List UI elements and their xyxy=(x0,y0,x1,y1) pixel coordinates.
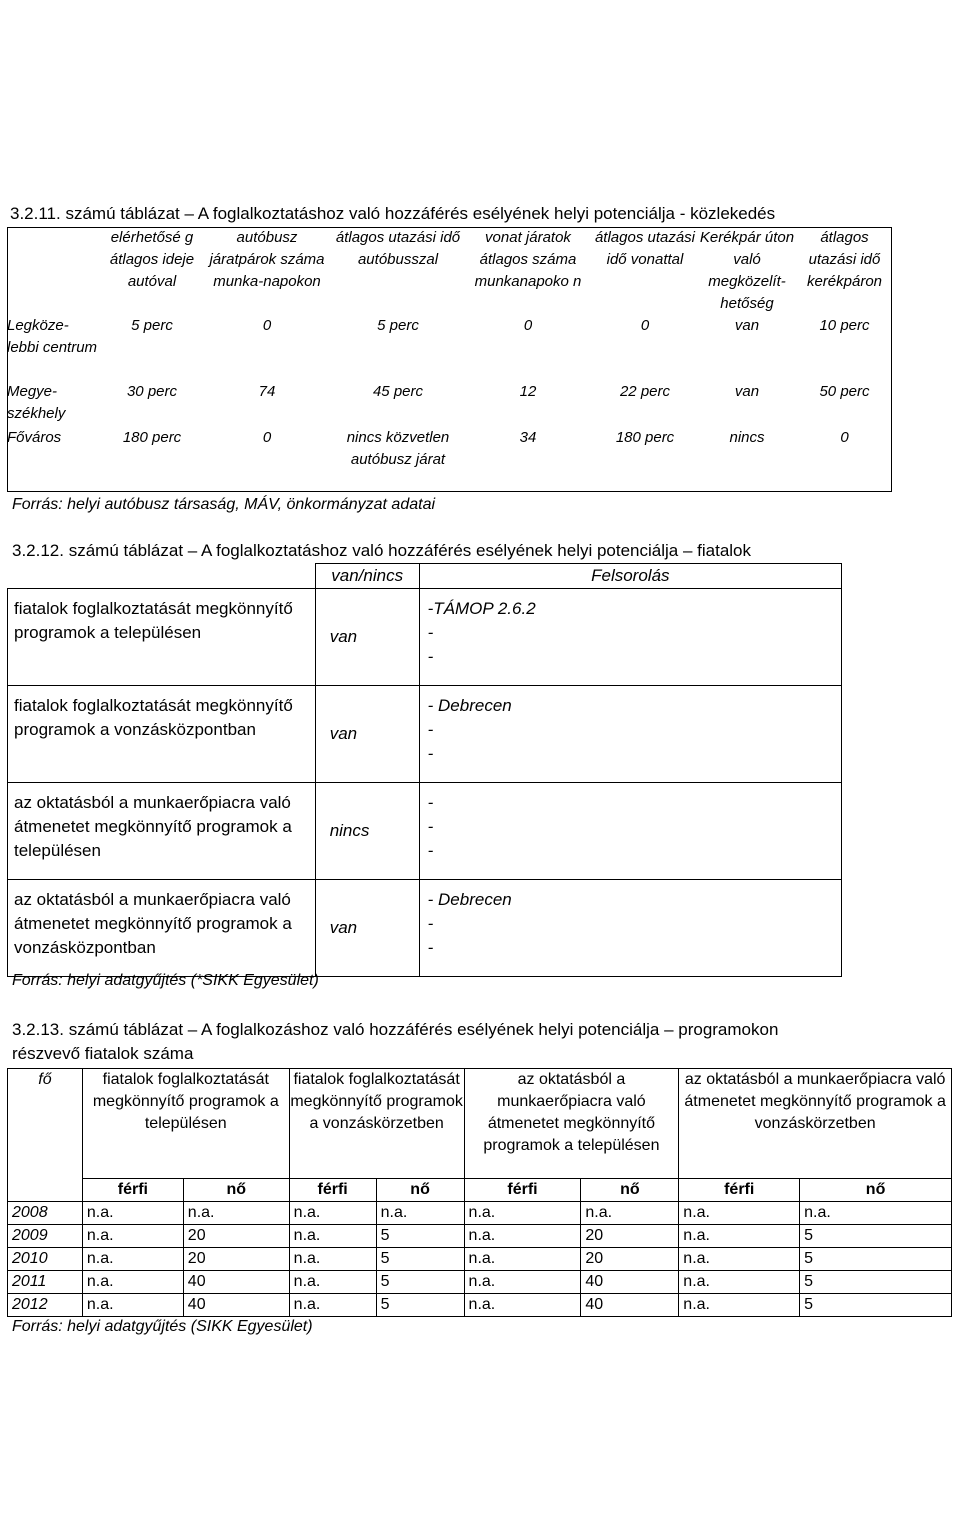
table3-cell: n.a. xyxy=(289,1248,376,1271)
table3-subheader: férfi xyxy=(82,1179,183,1202)
table1 xyxy=(7,227,893,493)
table3-cell: 40 xyxy=(581,1294,679,1317)
table1-cell: 12 xyxy=(519,383,537,400)
table2-row-value: van xyxy=(315,686,419,783)
table3-cell: 5 xyxy=(800,1225,952,1248)
table3-cell: 40 xyxy=(183,1271,289,1294)
table3-caption-line1: 3.2.13. számú táblázat – A foglalkozáshoz való hozzáférés esélyének helyi potenciálja – programokon xyxy=(12,1020,779,1039)
table3-cell: n.a. xyxy=(82,1248,183,1271)
table3-header: az oktatásból a munkaerőpiacra való átmenetet megkönnyítő programok a vonzáskörzetben xyxy=(679,1069,952,1179)
table2-corner xyxy=(8,564,316,589)
table3-cell: n.a. xyxy=(82,1271,183,1294)
table1-cell: 10 perc xyxy=(819,317,870,334)
table3-cell: n.a. xyxy=(679,1225,800,1248)
table3-cell: n.a. xyxy=(376,1202,464,1225)
table3-row xyxy=(8,1271,952,1294)
table3-cell: n.a. xyxy=(679,1248,800,1271)
table3-cell: n.a. xyxy=(464,1248,581,1271)
table2-list-item: - xyxy=(427,744,434,763)
table3-header: az oktatásból a munkaerőpiacra való átmenetet megkönnyítő programok a településen xyxy=(464,1069,679,1179)
table3-source: Forrás: helyi adatgyűjtés (SIKK Egyesület) xyxy=(12,1318,313,1335)
table3-cell: n.a. xyxy=(289,1294,376,1317)
table2-row-value: nincs xyxy=(315,783,419,880)
table1-cell: van xyxy=(734,383,760,400)
table3-year: 2008 xyxy=(8,1202,83,1225)
table3-year: 2009 xyxy=(8,1225,83,1248)
table1-cell: 0 xyxy=(262,429,272,446)
table1-header: átlagos utazási idő vonattal xyxy=(594,229,696,268)
table3-cell: n.a. xyxy=(464,1271,581,1294)
table3-cell: 40 xyxy=(581,1271,679,1294)
table2-list-item: - xyxy=(427,647,434,666)
table3-corner: fő xyxy=(8,1069,83,1202)
table3-cell: n.a. xyxy=(679,1271,800,1294)
table3-cell: n.a. xyxy=(464,1202,581,1225)
table3-header: fiatalok foglalkoztatását megkönnyítő programok a vonzáskörzetben xyxy=(289,1069,464,1179)
table1-cell: 30 perc xyxy=(126,383,178,400)
table3-cell: n.a. xyxy=(464,1294,581,1317)
table1-cell: 5 perc xyxy=(377,317,419,334)
table1-cell: 50 perc xyxy=(819,383,870,400)
table1-row xyxy=(7,381,893,427)
table2-header: Felsorolás xyxy=(419,564,841,589)
table3-caption-line2: részvevő fiatalok száma xyxy=(12,1044,194,1063)
table1-cell: nincs közvetlen autóbusz járat xyxy=(346,429,450,468)
table3-subheader: nő xyxy=(800,1179,952,1202)
table3-subheader: férfi xyxy=(289,1179,376,1202)
table1-cell: 180 perc xyxy=(122,429,182,446)
table3-cell: n.a. xyxy=(82,1202,183,1225)
table2-row-list xyxy=(419,686,841,783)
table3-cell: 5 xyxy=(376,1225,464,1248)
table2-row-name: fiatalok foglalkoztatását megkönnyítő programok a vonzásközpontban xyxy=(8,686,316,783)
table1-header-row xyxy=(7,227,893,315)
table1-cell: 0 xyxy=(523,317,533,334)
table2-row-list xyxy=(419,589,841,686)
table3-row xyxy=(8,1202,952,1225)
table3-cell: 5 xyxy=(800,1248,952,1271)
table2-row-list xyxy=(419,880,841,977)
table1-header: átlagos utazási idő autóbusszal xyxy=(335,229,461,268)
table1-corner xyxy=(7,227,102,315)
table1-cell: 74 xyxy=(258,383,276,400)
table3-subheader: nő xyxy=(581,1179,679,1202)
table3-subheader: nő xyxy=(183,1179,289,1202)
table3-row xyxy=(8,1225,952,1248)
table1-cell: 34 xyxy=(519,429,537,446)
table2-row-value: van xyxy=(315,880,419,977)
table1-cell: van xyxy=(734,317,760,334)
table3-cell: 20 xyxy=(581,1225,679,1248)
table2-list-item: - xyxy=(427,623,434,642)
table1-row-label: Megye- székhely xyxy=(7,383,66,422)
table1-cell: 22 perc xyxy=(619,383,671,400)
table3-cell: n.a. xyxy=(581,1202,679,1225)
table3-cell: 5 xyxy=(376,1294,464,1317)
table1-header: elérhetősé g átlagos ideje autóval xyxy=(109,229,195,290)
table3-row xyxy=(8,1294,952,1317)
table2-row xyxy=(8,589,842,686)
table1-row-label: Legköze- lebbi centrum xyxy=(7,317,98,356)
table3-row xyxy=(8,1248,952,1271)
table2-row xyxy=(8,686,842,783)
table3-cell: n.a. xyxy=(82,1225,183,1248)
table3-cell: 5 xyxy=(800,1271,952,1294)
table3-cell: n.a. xyxy=(464,1225,581,1248)
table3-year: 2010 xyxy=(8,1248,83,1271)
table3-cell: 20 xyxy=(581,1248,679,1271)
table1-cell: 45 perc xyxy=(372,383,424,400)
table3-subheader: nő xyxy=(376,1179,464,1202)
table1-cell: 0 xyxy=(262,317,272,334)
table2-row-name: az oktatásból a munkaerőpiacra való átmenetet megkönnyítő programok a vonzásközpontban xyxy=(8,880,316,977)
table3-cell: n.a. xyxy=(679,1294,800,1317)
table1-header: vonat járatok átlagos száma munkanapoko n xyxy=(474,229,582,290)
table3-cell: 40 xyxy=(183,1294,289,1317)
table1-header: autóbusz járatpárok száma munka-napokon xyxy=(209,229,325,290)
table2-list-item: - xyxy=(427,720,434,739)
table3-subheader: férfi xyxy=(464,1179,581,1202)
table2-list-item: - Debrecen xyxy=(427,696,512,715)
table3-cell: n.a. xyxy=(82,1294,183,1317)
table2-header-row xyxy=(8,564,842,589)
table1-cell: 0 xyxy=(840,429,849,446)
table3-cell: 20 xyxy=(183,1248,289,1271)
table2-list-item: - xyxy=(427,938,434,957)
table1-header: átlagos utazási idő kerékpáron xyxy=(806,229,883,290)
table2 xyxy=(7,563,842,977)
table3-subheader: férfi xyxy=(679,1179,800,1202)
table2-list-item: - Debrecen xyxy=(427,890,512,909)
table1-cell: 0 xyxy=(640,317,650,334)
table2-header: van/nincs xyxy=(315,564,419,589)
table3-cell: n.a. xyxy=(289,1225,376,1248)
table3-cell: 20 xyxy=(183,1225,289,1248)
table2-list-item: - xyxy=(427,841,434,860)
table2-row-value: van xyxy=(315,589,419,686)
table2-row-name: fiatalok foglalkoztatását megkönnyítő programok a településen xyxy=(8,589,316,686)
table2-list-item: - xyxy=(427,817,434,836)
table2-row xyxy=(8,880,842,977)
table2-list-item: - xyxy=(427,793,434,812)
table2-list-item: - xyxy=(427,914,434,933)
table2-caption: 3.2.12. számú táblázat – A foglalkoztatáshoz való hozzáférés esélyének helyi potenciálja – fiatalok xyxy=(12,541,752,560)
table2-row-list xyxy=(419,783,841,880)
table3-cell: n.a. xyxy=(289,1202,376,1225)
table3-cell: 5 xyxy=(800,1294,952,1317)
table1-cell: nincs xyxy=(729,429,765,446)
table2-source: Forrás: helyi adatgyűjtés (*SIKK Egyesület) xyxy=(12,972,319,989)
table3-year: 2012 xyxy=(8,1294,83,1317)
table3-subheader-row xyxy=(8,1179,952,1202)
table1-row-label: Főváros xyxy=(7,429,62,446)
table1-row xyxy=(7,427,893,493)
table3-cell: 5 xyxy=(376,1271,464,1294)
table1-cell: 180 perc xyxy=(615,429,675,446)
table1-row xyxy=(7,315,893,381)
table2-row-name: az oktatásból a munkaerőpiacra való átmenetet megkönnyítő programok a településen xyxy=(8,783,316,880)
table1-cell: 5 perc xyxy=(131,317,173,334)
table1-header: Kerékpár úton való megközelít-hetőség xyxy=(699,229,795,312)
table3-header: fiatalok foglalkoztatását megkönnyítő programok a településen xyxy=(82,1069,289,1179)
table3 xyxy=(7,1068,952,1317)
table3-cell: n.a. xyxy=(289,1271,376,1294)
table3-cell: n.a. xyxy=(183,1202,289,1225)
table2-list-item: -TÁMOP 2.6.2 xyxy=(427,599,536,618)
table2-row xyxy=(8,783,842,880)
table3-header-row xyxy=(8,1069,952,1179)
table1-caption: 3.2.11. számú táblázat – A foglalkoztatáshoz való hozzáférés esélyének helyi potenciálja - közlekedés xyxy=(10,204,776,223)
table1-source: Forrás: helyi autóbusz társaság, MÁV, önkormányzat adatai xyxy=(12,496,436,513)
table3-year: 2011 xyxy=(8,1271,83,1294)
table3-cell: 5 xyxy=(376,1248,464,1271)
table3-cell: n.a. xyxy=(800,1202,952,1225)
table3-cell: n.a. xyxy=(679,1202,800,1225)
